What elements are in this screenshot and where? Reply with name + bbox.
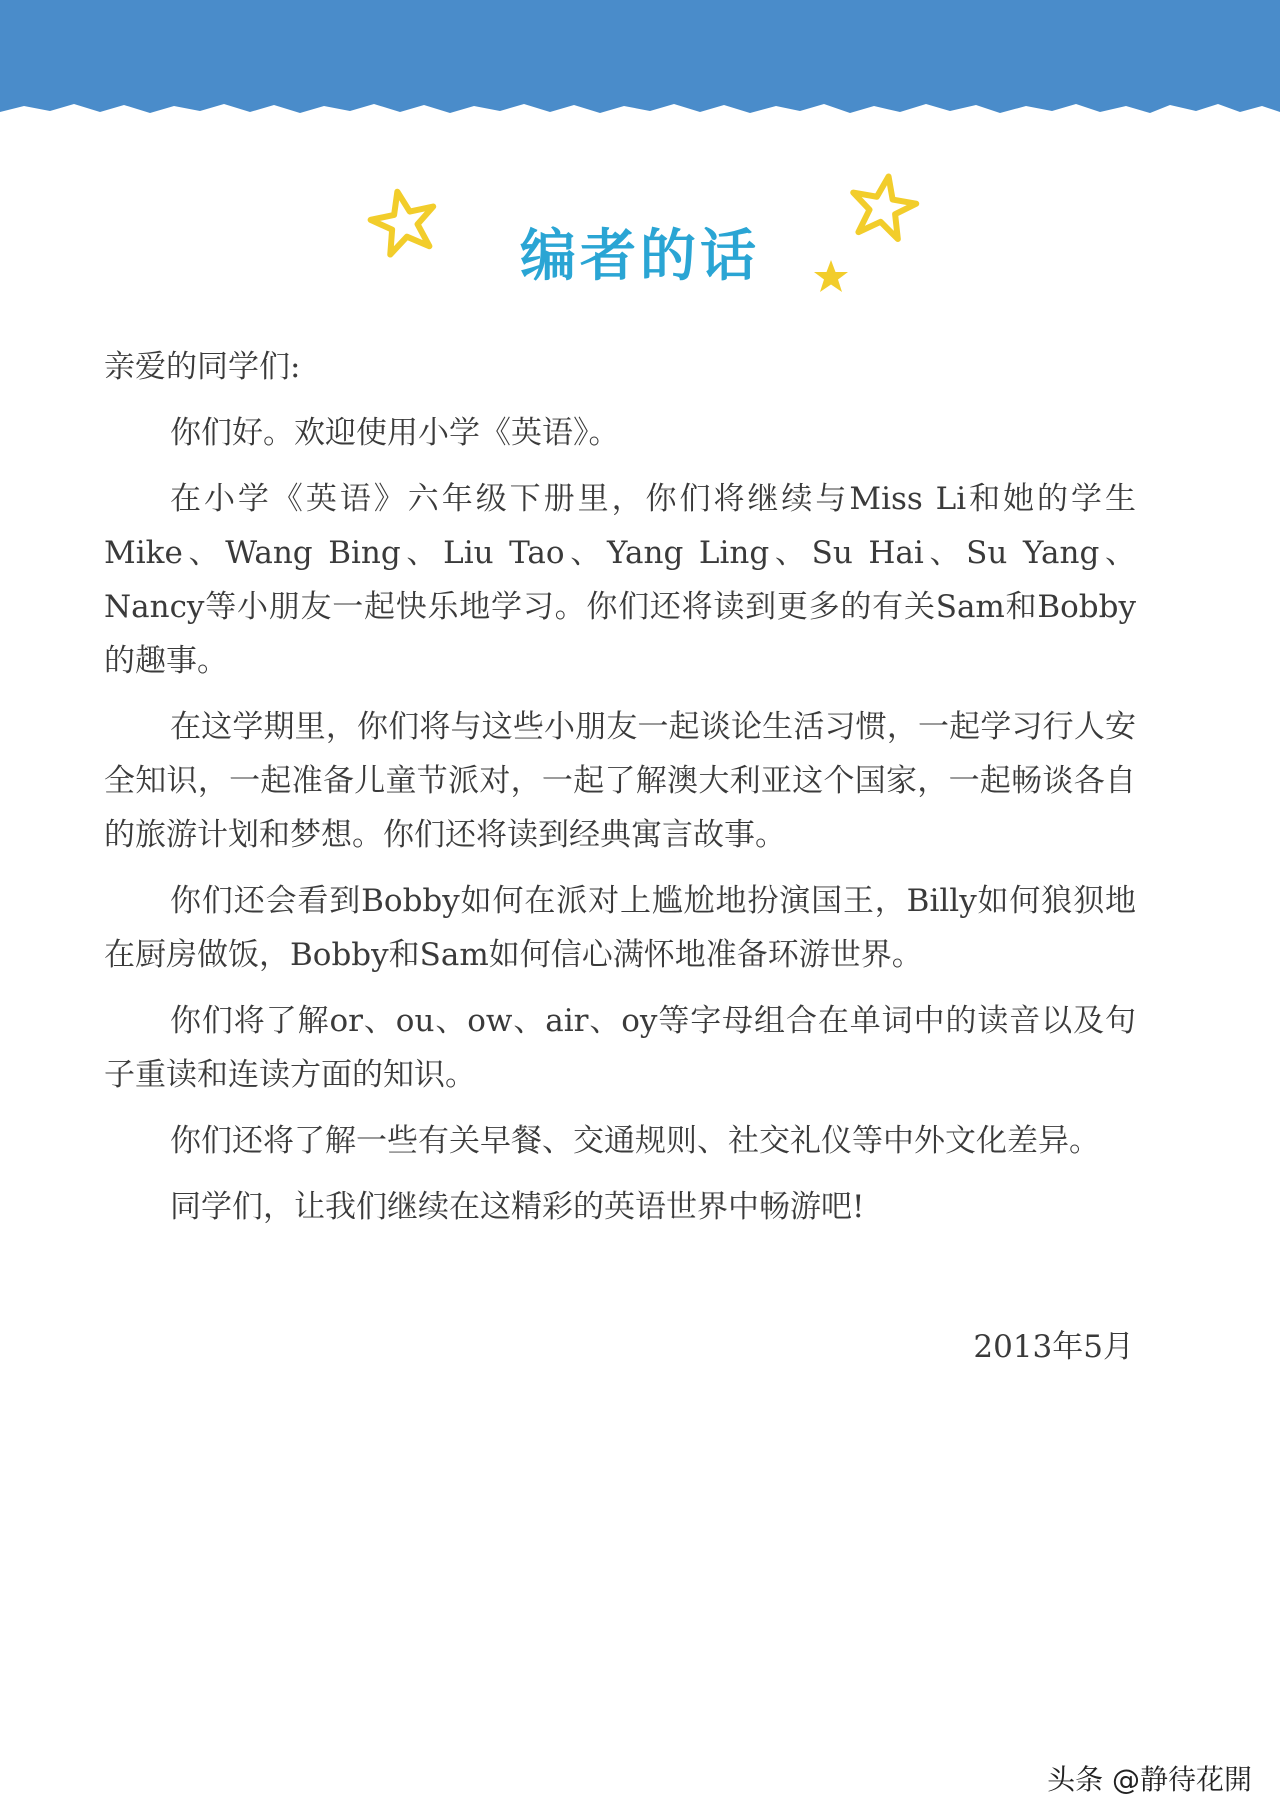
letter-body bbox=[104, 340, 1136, 1246]
letter-paragraph: 你们好。欢迎使用小学《英语》。 bbox=[170, 415, 620, 451]
letter-date: 2013年5月 bbox=[973, 1329, 1134, 1365]
page-title: 编者的话 bbox=[520, 224, 760, 289]
letter-greeting: 亲爱的同学们: bbox=[104, 349, 301, 385]
letter-paragraph: 你们将了解or、ou、ow、air、oy等字母组合在单词中的读音以及句子重读和连读方面的知识。 bbox=[104, 1003, 1136, 1093]
letter-paragraph: 同学们，让我们继续在这精彩的英语世界中畅游吧! bbox=[170, 1189, 865, 1225]
letter-paragraph: 你们还会看到Bobby如何在派对上尴尬地扮演国王，Billy如何狼狈地在厨房做饭，Bobby和Sam如何信心满怀地准备环游世界。 bbox=[104, 883, 1136, 973]
letter-paragraph: 在这学期里，你们将与这些小朋友一起谈论生活习惯，一起学习行人安全知识，一起准备儿童节派对，一起了解澳大利亚这个国家，一起畅谈各自的旅游计划和梦想。你们还将读到经典寓言故事。 bbox=[104, 709, 1136, 853]
letter-paragraph: 你们还将了解一些有关早餐、交通规则、社交礼仪等中外文化差异。 bbox=[170, 1123, 1100, 1159]
letter-paragraph: 在小学《英语》六年级下册里，你们将继续与Miss Li和她的学生Mike、Wang Bing、Liu Tao、Yang Ling、Su Hai、Su Yang、Nancy等小朋友一起快乐地学习。你们还将读到更多的有关Sam和Bobby的趣事。 bbox=[104, 481, 1136, 679]
top-banner bbox=[0, 0, 1280, 125]
watermark: 头条 @静待花開 bbox=[1047, 1763, 1252, 1796]
